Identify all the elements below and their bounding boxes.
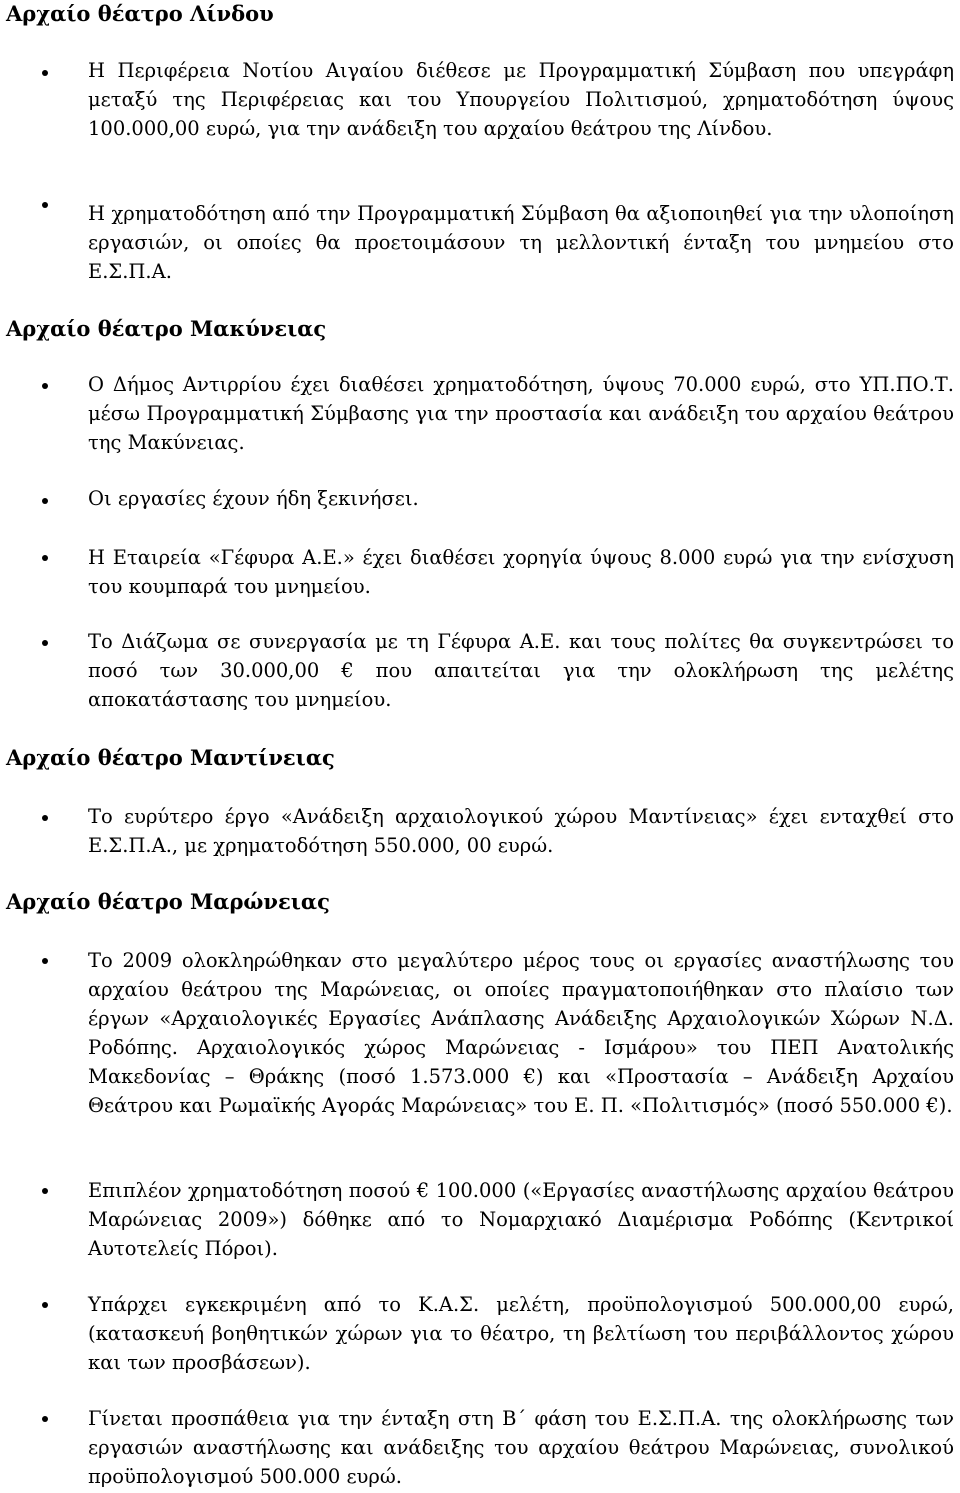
section-heading-mantineia: Αρχαίο θέατρο Μαντίνειας [6,745,335,770]
list-item: Επιπλέον χρηματοδότηση ποσού € 100.000 («Εργασίες αναστήλωσης αρχαίου θεάτρου Μαρώνειας 2009») δόθηκε από το Νομαρχιακό Διαμέρισμα Ροδόπης (Κεντρικοί Αυτοτελείς Πόροι). [88,1179,954,1260]
bullet-icon [42,70,48,76]
section-heading-makyneia: Αρχαίο θέατρο Μακύνειας [6,316,327,341]
bullet-icon [42,383,48,389]
bullet-icon [42,958,48,964]
list-item: Η Εταιρεία «Γέφυρα Α.Ε.» έχει διαθέσει χορηγία ύψους 8.000 ευρώ για την ενίσχυση του κουμπαρά του μνημείου. [88,546,954,598]
list-item: Η Περιφέρεια Νοτίου Αιγαίου διέθεσε με Προγραμματική Σύμβαση που υπεγράφη μεταξύ της Περιφέρειας και του Υπουργείου Πολιτισμού, χρηματοδότηση ύψους 100.000,00 ευρώ, για την ανάδειξη του αρχαίου θεάτρου της Λίνδου. [88,59,954,140]
list-item: Γίνεται προσπάθεια για την ένταξη στη Β΄ φάση του Ε.Σ.Π.Α. της ολοκλήρωσης των εργασιών αναστήλωσης και ανάδειξης του αρχαίου θεάτρου Μαρώνειας, συνολικού προϋπολογισμού 500.000 ευρώ. [88,1407,954,1488]
list-item: Το ευρύτερο έργο «Ανάδειξη αρχαιολογικού χώρου Μαντίνειας» έχει ενταχθεί στο Ε.Σ.Π.Α., με χρηματοδότηση 550.000, 00 ευρώ. [88,805,954,857]
list-item: Ο Δήμος Αντιρρίου έχει διαθέσει χρηματοδότηση, ύψους 70.000 ευρώ, στο ΥΠ.ΠΟ.Τ. μέσω Προγραμματική Σύμβασης για την προστασία και ανάδειξη του αρχαίου θεάτρου της Μακύνειας. [88,373,954,454]
bullet-icon [42,1416,48,1422]
bullet-icon [42,640,48,646]
bullet-icon [42,815,48,821]
bullet-icon [42,202,48,208]
list-item: Το Διάζωμα σε συνεργασία με τη Γέφυρα Α.Ε. και τους πολίτες θα συγκεντρώσει το ποσό των 30.000,00 € που απαιτείται για την ολοκλήρωση της μελέτης αποκατάστασης του μνημείου. [88,630,954,711]
bullet-icon [42,498,48,504]
section-heading-lindos: Αρχαίο θέατρο Λίνδου [6,1,274,26]
bullet-icon [42,555,48,561]
list-item: Υπάρχει εγκεκριμένη από το Κ.Α.Σ. μελέτη, προϋπολογισμού 500.000,00 ευρώ, (κατασκευή βοηθητικών χώρων για το θέατρο, τη βελτίωση του περιβάλλοντος χώρου και των προσβάσεων). [88,1293,954,1374]
section-heading-maroneia: Αρχαίο θέατρο Μαρώνειας [6,889,330,914]
list-item: Οι εργασίες έχουν ήδη ξεκινήσει. [88,487,419,510]
list-item: Το 2009 ολοκληρώθηκαν στο μεγαλύτερο μέρος τους οι εργασίες αναστήλωσης του αρχαίου θεάτρου της Μαρώνειας, οι οποίες πραγματοποιήθηκαν στο πλαίσιο των έργων «Αρχαιολογικές Εργασίες Ανάπλασης Ανάδειξης Αρχαιολογικών Χώρων Ν.Δ. Ροδόπης. Αρχαιολογικός χώρος Μαρώνειας - Ισμάρου» του ΠΕΠ Ανατολικής Μακεδονίας – Θράκης (ποσό 1.573.000 €) και «Προστασία – Ανάδειξη Αρχαίου Θεάτρου και Ρωμαϊκής Αγοράς Μαρώνειας» του Ε. Π. «Πολιτισμός» (ποσό 550.000 €). [88,949,954,1117]
bullet-icon [42,1188,48,1194]
list-item: Η χρηματοδότηση από την Προγραμματική Σύμβαση θα αξιοποιηθεί για την υλοποίηση εργασιών, οι οποίες θα προετοιμάσουν τη μελλοντική ένταξη του μνημείου στο Ε.Σ.Π.Α. [88,202,954,283]
bullet-icon [42,1302,48,1308]
